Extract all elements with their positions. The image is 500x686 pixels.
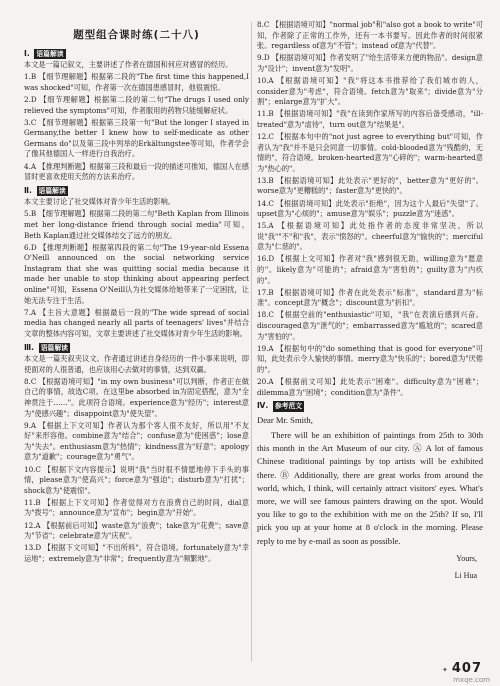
sample-essay [257,414,483,582]
analysis-tag: 语篇解读 [40,343,68,352]
essay-paragraph: There will be an exhibition of paintings from 25th to 30th this month in the Art Museum of our city. Ⓐ A lot of famous Chinese traditional paintings by top artists will be exhibited there. Ⓑ Additionally, there are great works from around the world, which, I think, will certainly attract visitors' eyes. What's more, we will see famous painters drawing on the spot. Would you like to go to the exhibition with me on the 25th? If so, I'll pick you up at your home at 8 o'clock in the morning. Please reply to me by e-mail as soon as possible. [257,429,483,546]
section-intro: 本文是一篇记叙文，主要讲述了作者在德国和何应对感冒的经历。 [24,60,233,70]
page-title: 题型组合课时练(二十八) [73,29,200,41]
answer-item: 15.A 【根据语境可知】此处指作者的态度非常坚决，所以说"我""不"和"我"，表示"愤怒的"。cheerful意为"愉快的"；merciful意为"仁慈的"。 [257,221,483,252]
section-heading [24,343,249,354]
answer-item: 13.B 【根据语境可知】此处表示"更好的"，better意为"更好的"。worse意为"更糟糕的"；faster意为"更快的"。 [257,175,483,196]
page-number-text: 407 [451,661,482,676]
answer-item: 20.A 【根据前文可知】此处表示"困难"。difficulty意为"困难"；dilemma意为"困境"；condition意为"条件"。 [257,377,483,397]
section-number: Ⅳ. [257,401,269,411]
right-column [257,20,483,582]
answer-item: 10.A 【根据语境可知】"我"将这本书推荐给了我们城市的人，consider意为"考虑"，符合语境。fetch意为"取来"；divide意为"分割"；enlarge意为"扩大"。 [257,75,483,107]
answer-item: 11.B 【根据语境可知】"我"在读到作家所写的内容后备受感动，"ill-treated"意为"虐待"，turn out意为"结果是"。 [257,109,483,129]
answer-item: 16.D 【根据上文可知】作者对"我"感到很无助，willing意为"愿意的"。likely意为"可能的"；afraid意为"害怕的"；guilty意为"内疚的"。 [257,254,483,285]
answer-item: 14.C 【根据语境可知】此处表示"拒绝"，因为这个人最后"失望"了。upset意为"心烦的"；amuse意为"娱乐"；puzzle意为"迷惑"。 [257,198,483,219]
answer-item: 17.B 【根据语境可知】作者在此处表示"标准"，standard意为"标准"。concept意为"概念"；discount意为"折扣"。 [257,287,483,308]
watermark: mxqe.com [453,676,490,684]
answer-item: 1.B 【细节理解题】根据第二段的"The first time this happened,I was shocked"可知，作者第一次在德国患感冒时，他很震惊。 [24,72,249,92]
section-number: Ⅲ. [24,342,35,352]
answer-item: 11.B 【根据上下文可知】作者觉得对方在浪费自己的时间，dial意为"拨号"；announce意为"宣布"；begin意为"开始"。 [24,497,249,518]
section-intro: 本文主要讨论了社交媒体对青少年生活的影响。 [24,197,175,207]
column-divider [251,22,252,662]
answer-item: 19.A 【根据句中的"do something that is good for everyone"可知，此处表示令人愉快的事情。merry意为"快乐的"；bored意为"厌倦的"。 [257,343,483,374]
answer-item: 13.D 【根据下文可知】"不出所料"，符合语境。fortunately意为"幸运地"；extremely意为"非常"；frequently意为"频繁地"。 [24,543,249,563]
answer-item: 12.C 【根据本句中的"not just agree to everything but"可知，作者认为"我"并不是只会同意一切事情。cold-blooded意为"残酷的，无情的"，符合语境。broken-hearted意为"心碎的"；warm-hearted意为"热心的"。 [257,131,483,173]
answer-item: 10.C 【根据下文内容提示】说明"我"当时很不情愿地停下手头的事情，please意为"使高兴"；force意为"强迫"；disturb意为"打扰"；shock意为"使震惊"。 [24,464,249,495]
answer-item: 4.A 【推理判断题】根据第三段和最后一段的描述可推知，德国人在感冒时更喜欢使用天然的方法来治疗。 [24,161,249,182]
section-number: Ⅱ. [24,185,32,195]
answer-item: 2.D 【细节理解题】根据第二段的第二句"The drugs I used only relieved the symptoms"可知，作者服用的药物只能缓解症状。 [24,94,249,115]
answer-item: 8.C 【根据语境可知】"normal job"和"also got a book to write"可知，作者除了正常的工作外，还有一本书要写。因此作者的时间很紧张。regardless of意为"不管"；instead of意为"代替"。 [257,20,483,51]
left-column [24,20,249,566]
analysis-tag: 语篇解读 [38,186,66,195]
star-icon: ✦ [441,666,449,674]
essay-salutation: Dear Mr. Smith, [257,414,313,425]
answer-item: 8.C 【根据语境可知】"in my own business"可以判断，作者正在做自己的事情，故选C项。在这里be absorbed in为固定搭配，意为"全神贯注于……"。此项符合语境。experience意为"经历"；interest意为"使感兴趣"；disappoint意为"使失望"。 [24,376,249,418]
section-heading [257,401,483,412]
essay-signature: Li Hua [454,571,477,581]
section-number: Ⅰ. [24,48,30,58]
answer-item: 7.A 【主旨大意题】根据最后一段的"The wide spread of social media has changed nearly all parts of teenagers' lives"并结合文章的整体内容可知，文章主要讲述了社交媒体对青少年生活的影响。 [24,307,249,338]
section-intro: 本文是一篇夹叙夹议文。作者通过讲述自身经历的一件小事来说明，即使面对的人很普通，也应该用心去做对的事情，达到双赢。 [24,354,249,374]
answer-item: 3.C 【细节理解题】根据第三段第一句"But the longer I stayed in Germany,the better I knew how to self-medicate as other Germans do"以及第三段中列举的Erkältungstee等可知，作者学会了像其他德国人一样进行自我治疗。 [24,117,249,159]
page-number [442,661,482,676]
answer-item: 9.D 【根据语境可知】作者发明了"给生活带来方便的物品"。design意为"设计"；invent意为"发明"。 [257,53,483,73]
answer-item: 5.B 【细节理解题】根据第二段的第二句"Beth Kaplan from Illinois met her long-distance friend through social media"可知，Beth Kaplan通过社交媒体结交了远方的朋友。 [24,209,249,240]
answer-item: 18.C 【根据空前的"enthusiastic"可知，"我"在表演后感到兴奋。discouraged意为"泄气的"；embarrassed意为"尴尬的"；scared意为"害怕的"。 [257,310,483,341]
answer-item: 12.A 【根据前后可知】waste意为"浪费"；take意为"花费"；save意为"节省"；celebrate意为"庆祝"。 [24,520,249,541]
essay-closing: Yours, [456,553,477,563]
section-heading [24,49,249,60]
analysis-tag: 语篇解读 [36,49,64,58]
answer-item: 9.A 【根据上下文可知】作者认为那个客人很不友好，所以用"不友好"来形容他。combine意为"结合"；confuse意为"使困惑"；lose意为"失去"。enthusiasm意为"热情"；kindness意为"好意"；apology意为"道歉"；courage意为"勇气"。 [24,420,249,462]
analysis-tag: 参考范文 [274,402,303,411]
answer-item: 6.D 【推理判断题】根据第四段的第二句"The 19-year-old Essena O'Neill announced on the social networking service Instagram that she was quitting social media because it made her unable to stop thinking about appearing perfect online"可知，Essena O'Neill认为社交媒体给她带来了一定困扰，让她无法专注于生活。 [24,242,249,305]
section-heading [24,186,249,197]
